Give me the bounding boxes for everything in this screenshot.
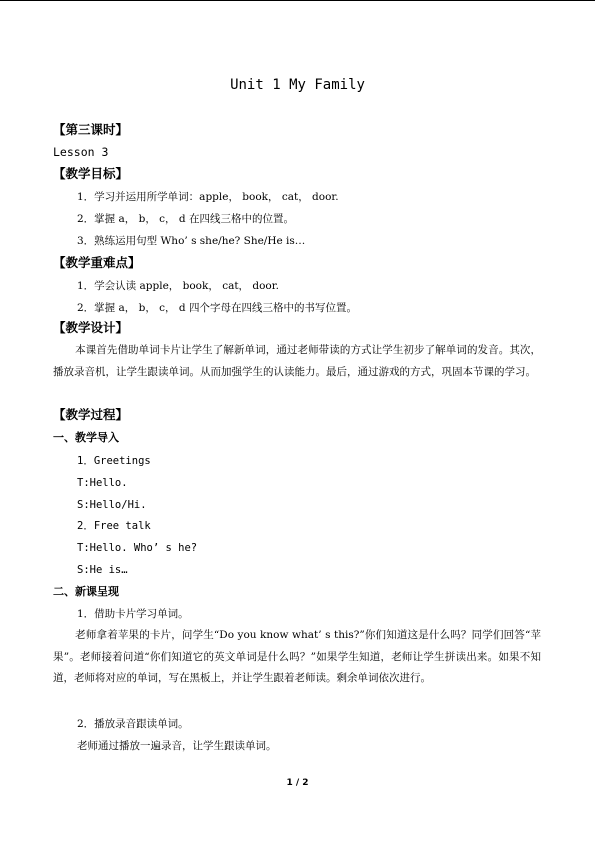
section1-line-4: 2．Free talk [77, 520, 151, 532]
objectives-heading: 【教学目标】 [53, 166, 129, 181]
lesson-label: Lesson 3 [53, 145, 109, 159]
objective-item-3: 3．熟练运用句型 Who’ s she/he? She/He is… [77, 235, 306, 247]
process-heading: 【教学过程】 [53, 407, 129, 422]
section1-title: 一、教学导入 [53, 431, 119, 444]
section2-step-2: 2．播放录音跟读单词。 [77, 718, 189, 730]
section2-paragraph-text: 老师拿着苹果的卡片，问学生“Do you know what’ s this?”你们知道这是什么吗？同学们回答“苹果”。老师接着问道“你们知道它的英文单词是什么吗？”如果学生知道，老师让学生拼读出来。如果不知道，老师将对应的单词，写在黑板上，并让学生跟着老师读。剩余单词依次进行。 [53, 629, 541, 684]
design-paragraph [53, 340, 541, 383]
section2-paragraph [53, 625, 541, 690]
period-heading: 【第三课时】 [53, 122, 129, 137]
objective-item-2: 2．掌握 a， b， c， d 在四线三格中的位置。 [77, 213, 294, 225]
page-number: 1 / 2 [286, 778, 309, 788]
section2-last-line: 老师通过播放一遍录音，让学生跟读单词。 [77, 740, 277, 752]
design-text: 本课首先借助单词卡片让学生了解新单词，通过老师带读的方式让学生初步了解单词的发音。其次，播放录音机，让学生跟读单词。从而加强学生的认读能力。最后，通过游戏的方式，巩固本节课的学习。 [53, 344, 541, 378]
keypoint-item-1: 1．学会认读 apple， book， cat， door. [77, 280, 279, 292]
document-title: Unit 1 My Family [230, 77, 365, 93]
section1-line-1: 1．Greetings [77, 455, 151, 467]
keypoint-item-2: 2．掌握 a， b， c， d 四个字母在四线三格中的书写位置。 [77, 302, 357, 314]
section2-step-1: 1．借助卡片学习单词。 [77, 608, 189, 620]
design-heading: 【教学设计】 [53, 320, 129, 335]
section1-line-6: S:He is… [77, 564, 128, 576]
section1-line-3: S:Hello/Hi. [77, 499, 147, 511]
section2-title: 二、新课呈现 [53, 585, 119, 598]
keypoints-heading: 【教学重难点】 [53, 255, 141, 270]
objective-item-1: 1．学习并运用所学单词：apple， book， cat， door. [77, 191, 339, 203]
section1-line-2: T:Hello. [77, 477, 128, 489]
section1-line-5: T:Hello. Who’ s he? [77, 542, 198, 554]
